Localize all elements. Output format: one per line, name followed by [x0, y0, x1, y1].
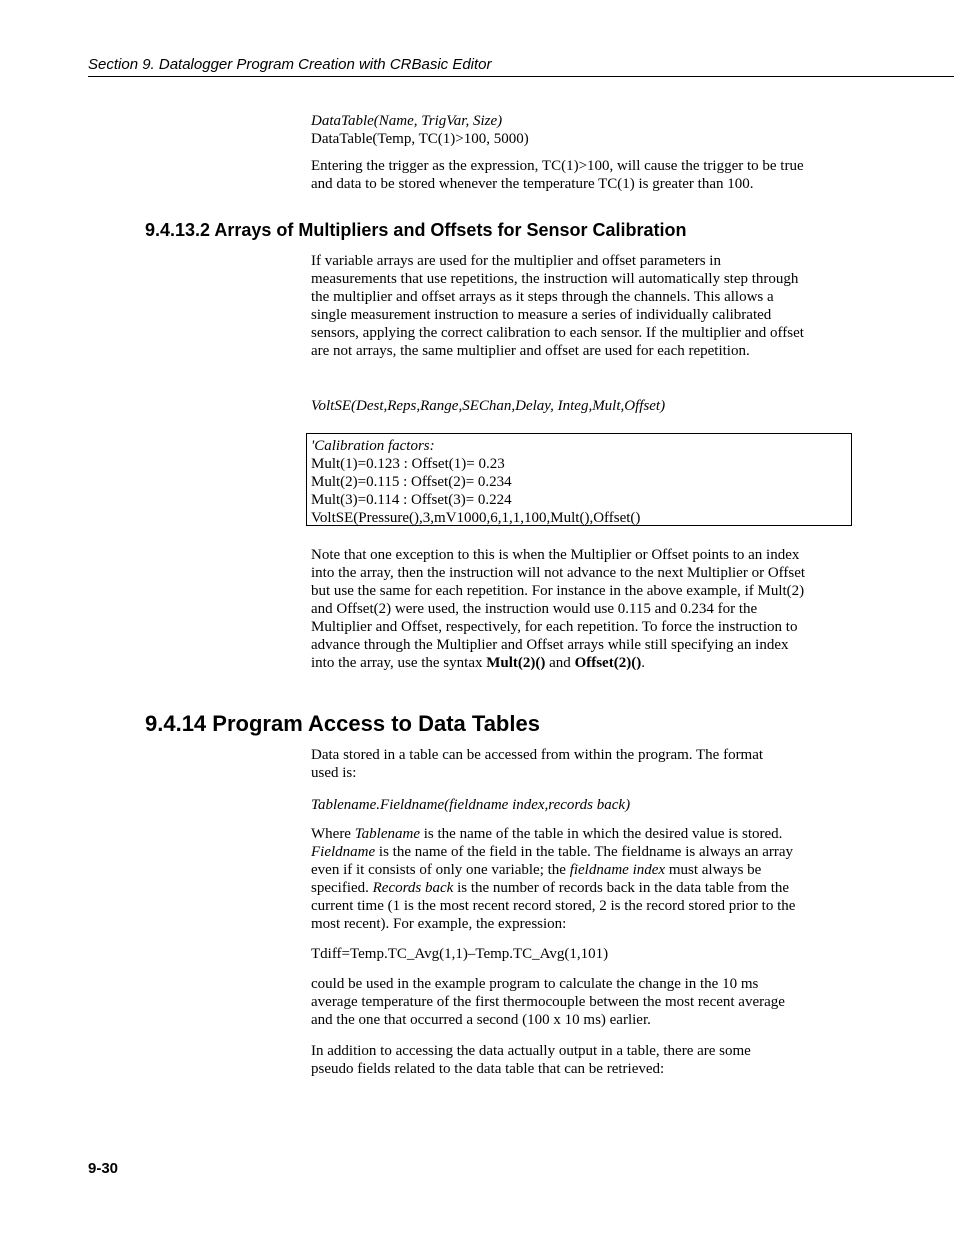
paragraph-text: In addition to accessing the data actually output in a table, there are some pseudo fields related to the data table that can be retrieved: [311, 1043, 751, 1077]
where-paragraph [311, 825, 809, 933]
heading-9-4-14: 9.4.14 Program Access to Data Tables [145, 711, 540, 736]
page-number: 9-30 [88, 1160, 119, 1177]
code-comment: 'Calibration factors: [311, 438, 435, 454]
mult-syntax: Mult(2)() [486, 655, 546, 671]
example-line: DataTable(Temp, TC(1)>100, 5000) [311, 131, 529, 147]
voltse-syntax: VoltSE(Dest,Reps,Range,SEChan,Delay, Integ,Mult,Offset) [311, 398, 666, 414]
code-line: Mult(3)=0.114 : Offset(3)= 0.224 [311, 492, 512, 508]
paragraph-text: Data stored in a table can be accessed from within the program. The format used is: [311, 747, 764, 781]
code-line: Mult(1)=0.123 : Offset(1)= 0.23 [311, 456, 505, 472]
pseudo-fields-paragraph [311, 1042, 781, 1078]
running-header: Section 9. Datalogger Program Creation with CRBasic Editor [88, 56, 954, 77]
offset-syntax: Offset(2)() [574, 655, 642, 671]
code-line: VoltSE(Pressure(),3,mV1000,6,1,1,100,Mult(),Offset() [311, 510, 641, 526]
paragraph-text: Note that one exception to this is when the Multiplier or Offset points to an index into the array, then the instruction will not advance to the next Multiplier or Offset but use the same for each repetition. For instance in the above example, if Mult(2) and Offset(2) were used, the instruction would use 0.115 and 0.234 for the Multiplier and Offset, respectively, for each repetition. To force the instruction to advance through the Multiplier and Offset arrays while still specifying an index into the array, use the syntax Mult(2)() and Offset(2)(). [311, 547, 806, 671]
heading-9-4-13-2: 9.4.13.2 Arrays of Multipliers and Offsets for Sensor Calibration [145, 220, 687, 240]
paragraph-text: could be used in the example program to calculate the change in the 10 ms average temperature of the first thermocouple between the most recent average and the one that occurred a second (100 x 10 ms) earlier. [311, 976, 785, 1028]
code-line: Mult(2)=0.115 : Offset(2)= 0.234 [311, 474, 512, 490]
exception-paragraph [311, 546, 807, 672]
access-paragraph [311, 746, 791, 782]
tdiff-example: Tdiff=Temp.TC_Avg(1,1)–Temp.TC_Avg(1,101) [311, 946, 609, 962]
datatable-syntax [311, 112, 811, 148]
paragraph-text: Where Tablename is the name of the table in which the desired value is stored. Fieldname is the name of the field in the table. The fieldname is always an array even if it consists of only one variable; the fieldname index must always be specified. Records back is the number of records back in the data table from the current time (1 is the most recent record stored, 2 is the record stored prior to the most recent). For example, the expression: [311, 826, 796, 932]
syntax-line: DataTable(Name, TrigVar, Size) [311, 113, 503, 129]
trigger-paragraph [311, 157, 806, 193]
calibration-code-box [306, 433, 852, 526]
paragraph-text: If variable arrays are used for the multiplier and offset parameters in measurements that use repetitions, the instruction will automatically step through the multiplier and offset arrays as it steps through the channels. This allows a single measurement instruction to measure a series of individually calibrated sensors, applying the correct calibration to each sensor. If the multiplier and offset are not arrays, the same multiplier and offset are used for each repetition. [311, 253, 804, 359]
arrays-paragraph [311, 252, 806, 360]
example-explanation [311, 975, 807, 1029]
tablename-syntax: Tablename.Fieldname(fieldname index,records back) [311, 797, 631, 813]
paragraph-text: Entering the trigger as the expression, TC(1)>100, will cause the trigger to be true and data to be stored whenever the temperature TC(1) is greater than 100. [311, 158, 804, 192]
